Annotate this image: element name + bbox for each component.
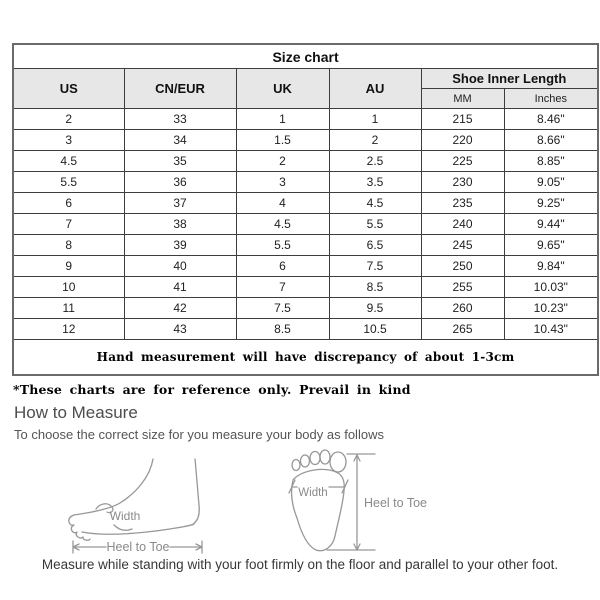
size-cell: 9.5 xyxy=(329,298,421,319)
size-cell: 5.5 xyxy=(236,235,329,256)
size-cell: 225 xyxy=(421,151,504,172)
size-cell: 7 xyxy=(13,214,124,235)
top-width-label: Width xyxy=(298,487,328,499)
size-chart-table xyxy=(12,43,599,376)
size-cell: 260 xyxy=(421,298,504,319)
size-cell: 10.03" xyxy=(504,277,598,298)
size-cell: 250 xyxy=(421,256,504,277)
table-header-row xyxy=(13,69,598,89)
size-cell: 215 xyxy=(421,109,504,130)
size-cell: 245 xyxy=(421,235,504,256)
size-row xyxy=(13,256,598,277)
table-title-row xyxy=(13,44,598,69)
col-header-au: AU xyxy=(329,69,421,109)
size-cell: 6 xyxy=(13,193,124,214)
size-cell: 10.5 xyxy=(329,319,421,340)
size-cell: 9.65" xyxy=(504,235,598,256)
measure-caption: Measure while standing with your foot firmly on the floor and parallel to your other foot. xyxy=(41,557,559,572)
size-cell: 42 xyxy=(124,298,236,319)
size-cell: 4.5 xyxy=(236,214,329,235)
size-cell: 240 xyxy=(421,214,504,235)
size-cell: 36 xyxy=(124,172,236,193)
size-cell: 4.5 xyxy=(13,151,124,172)
size-cell: 37 xyxy=(124,193,236,214)
col-header-uk: UK xyxy=(236,69,329,109)
size-cell: 9.84" xyxy=(504,256,598,277)
size-cell: 3 xyxy=(13,130,124,151)
how-to-measure-heading: How to Measure xyxy=(14,403,138,422)
size-cell: 4 xyxy=(236,193,329,214)
size-cell: 9 xyxy=(13,256,124,277)
side-width-label: Width xyxy=(109,509,141,523)
col-header-inches: Inches xyxy=(504,89,598,109)
size-cell: 12 xyxy=(13,319,124,340)
size-cell: 9.44" xyxy=(504,214,598,235)
size-cell: 39 xyxy=(124,235,236,256)
size-cell: 8.5 xyxy=(329,277,421,298)
size-row xyxy=(13,130,598,151)
size-cell: 10.23" xyxy=(504,298,598,319)
size-cell: 265 xyxy=(421,319,504,340)
size-cell: 2.5 xyxy=(329,151,421,172)
size-row xyxy=(13,235,598,256)
size-cell: 1 xyxy=(236,109,329,130)
size-cell: 43 xyxy=(124,319,236,340)
col-header-mm: MM xyxy=(421,89,504,109)
size-cell: 6.5 xyxy=(329,235,421,256)
size-row xyxy=(13,214,598,235)
size-cell: 9.05" xyxy=(504,172,598,193)
size-cell: 9.25" xyxy=(504,193,598,214)
size-cell: 41 xyxy=(124,277,236,298)
size-cell: 1 xyxy=(329,109,421,130)
size-row xyxy=(13,298,598,319)
foot-side-view-icon xyxy=(58,445,218,559)
size-cell: 7 xyxy=(236,277,329,298)
size-cell: 34 xyxy=(124,130,236,151)
measurement-discrepancy-note: Hand measurement will have discrepancy of about 1-3cm xyxy=(13,340,598,376)
size-cell: 255 xyxy=(421,277,504,298)
size-row xyxy=(13,319,598,340)
size-cell: 5.5 xyxy=(13,172,124,193)
size-cell: 33 xyxy=(124,109,236,130)
col-header-cneur: CN/EUR xyxy=(124,69,236,109)
size-row xyxy=(13,109,598,130)
size-table-body xyxy=(13,109,598,340)
size-cell: 2 xyxy=(329,130,421,151)
size-cell: 1.5 xyxy=(236,130,329,151)
size-row xyxy=(13,151,598,172)
size-cell: 2 xyxy=(236,151,329,172)
size-cell: 40 xyxy=(124,256,236,277)
size-cell: 3 xyxy=(236,172,329,193)
size-row xyxy=(13,277,598,298)
table-footer-row xyxy=(13,340,598,376)
size-cell: 230 xyxy=(421,172,504,193)
top-heel-to-toe-label: Heel to Toe xyxy=(364,496,428,510)
how-to-measure-instruction: To choose the correct size for you measure your body as follows xyxy=(14,427,384,442)
foot-top-view-icon xyxy=(283,446,433,556)
side-heel-to-toe-label: Heel to Toe xyxy=(106,540,170,554)
size-cell: 235 xyxy=(421,193,504,214)
size-cell: 8.5 xyxy=(236,319,329,340)
size-cell: 10.43" xyxy=(504,319,598,340)
size-cell: 8.66" xyxy=(504,130,598,151)
size-cell: 6 xyxy=(236,256,329,277)
size-cell: 3.5 xyxy=(329,172,421,193)
table-title: Size chart xyxy=(13,44,598,69)
col-header-us: US xyxy=(13,69,124,109)
size-row xyxy=(13,193,598,214)
size-cell: 11 xyxy=(13,298,124,319)
size-cell: 2 xyxy=(13,109,124,130)
size-cell: 8.85" xyxy=(504,151,598,172)
size-cell: 5.5 xyxy=(329,214,421,235)
size-cell: 7.5 xyxy=(329,256,421,277)
foot-top-view-diagram xyxy=(283,446,433,561)
size-cell: 38 xyxy=(124,214,236,235)
size-cell: 10 xyxy=(13,277,124,298)
size-cell: 35 xyxy=(124,151,236,172)
size-cell: 8.46" xyxy=(504,109,598,130)
foot-side-view-diagram xyxy=(58,445,218,564)
reference-note: *These charts are for reference only. Prevail in kind xyxy=(13,382,411,397)
col-header-shoe-inner-length: Shoe Inner Length xyxy=(421,69,598,89)
size-cell: 220 xyxy=(421,130,504,151)
size-row xyxy=(13,172,598,193)
size-cell: 4.5 xyxy=(329,193,421,214)
size-cell: 8 xyxy=(13,235,124,256)
size-cell: 7.5 xyxy=(236,298,329,319)
